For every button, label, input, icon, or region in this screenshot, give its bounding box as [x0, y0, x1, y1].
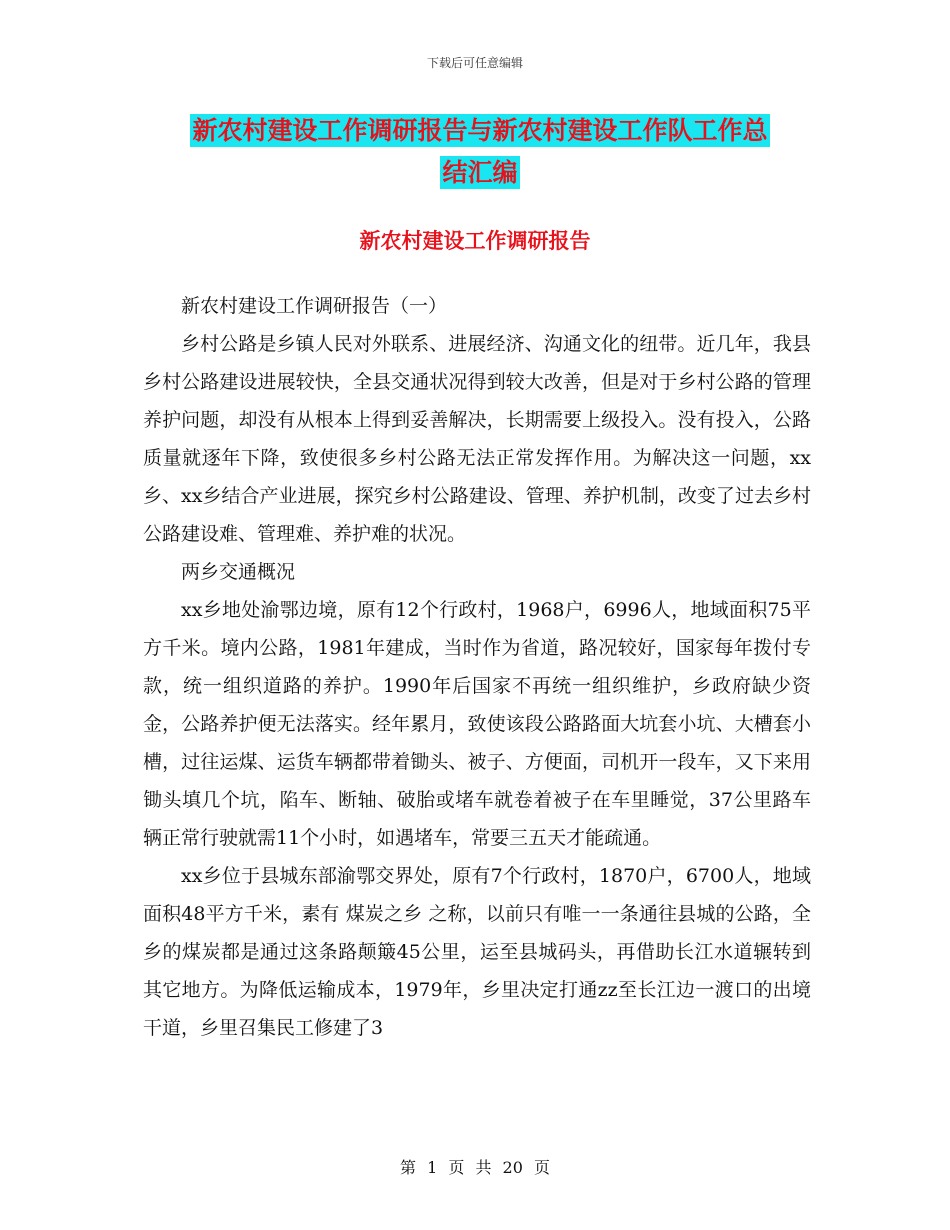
title-line-1: 新农村建设工作调研报告与新农村建设工作队工作总: [192, 116, 768, 145]
header-note: 下载后可任意编辑: [426, 56, 523, 70]
paragraph: xx乡地处渝鄂边境，原有12个行政村，1968户，6996人，地域面积75平方千米。境内公路，1981年建成，当时作为省道，路况较好，国家每年拨付专款，统一组织道路的养护。1990年后国家不再统一组织维护，乡政府缺少资金，公路养护便无法落实。经年累月，致使该段公路路面大坑套小坑、大槽套小槽，过往运煤、运货车辆都带着锄头、被子、方便面，司机开一段车，又下来用锄头填几个坑，陷车、断轴、破胎或堵车就卷着被子在车里睡觉，37公里路车辆正常行驶就需11个小时，如遇堵车，常要三五天才能疏通。: [143, 599, 811, 849]
paragraph-subtitle: 新农村建设工作调研报告（一）: [181, 295, 448, 317]
paragraph-heading: 两乡交通概况: [181, 561, 296, 583]
paragraph: xx乡位于县城东部渝鄂交界处，原有7个行政村，1870户，6700人，地域面积48平方千米，素有 煤炭之乡 之称，以前只有唯一一条通往县城的公路，全乡的煤炭都是通过这条路颠簸45公里，运至县城码头，再借助长江水道辗转到其它地方。为降低运输成本，1979年，乡里决定打通zz至长江边一渡口的出境干道，乡里召集民工修建了3: [143, 865, 811, 1039]
title-line-2: 结汇编: [442, 158, 518, 187]
paragraph: 乡村公路是乡镇人民对外联系、进展经济、沟通文化的纽带。近几年，我县乡村公路建设进展较快，全县交通状况得到较大改善，但是对于乡村公路的管理养护问题，却没有从根本上得到妥善解决，长期需要上级投入。没有投入，公路质量就逐年下降，致使很多乡村公路无法正常发挥作用。为解决这一问题，xx乡、xx乡结合产业进展，探究乡村公路建设、管理、养护机制，改变了过去乡村公路建设难、管理难、养护难的状况。: [143, 333, 811, 545]
page-number: 第 1 页 共 20 页: [400, 1158, 550, 1177]
section-title: 新农村建设工作调研报告: [359, 229, 591, 253]
document-title: [150, 110, 810, 194]
document-body: [143, 287, 811, 1047]
